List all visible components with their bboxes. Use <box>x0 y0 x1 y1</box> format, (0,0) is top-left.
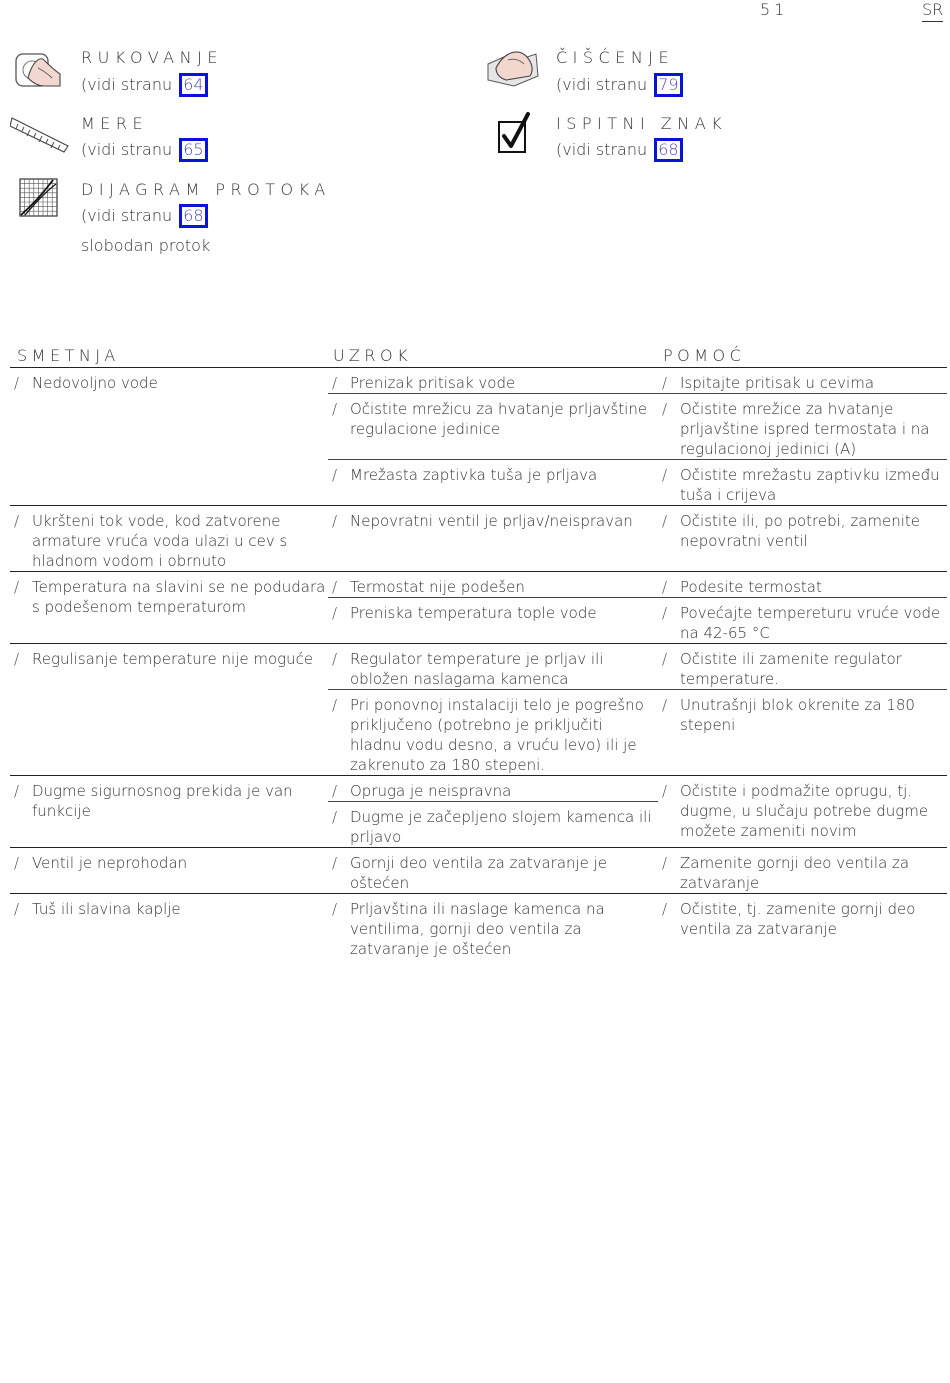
ref-prefix: (vidi stranu <box>81 75 173 94</box>
cause-text: Dugme je začepljeno slojem kamenca ili prljavo <box>350 808 652 846</box>
page-link[interactable]: 65 <box>179 138 207 162</box>
table-row: / Dugme sigurnosnog prekida je van funkcije / Opruga je neispravna / Dugme je začepljeno slojem kamenca ili prljavo / Očistite i podmažite oprugu, tj. dugme, u slučaju potrebe dugme možete zameniti novim <box>10 776 947 848</box>
help-text: Očistite mrežastu zaptivku između tuša i crijeva <box>680 466 940 504</box>
table-row: / Ukršteni tok vode, kod zatvorene armature vruća voda ulazi u cev s hladnom vodom i obrnuto / Nepovratni ventil je prljav/neispravan / Očistite ili, po potrebi, zamenite nepovratni ventil <box>10 506 947 572</box>
cause-text: Očistite mrežicu za hvatanje prljavštine regulacione jedinice <box>350 400 648 438</box>
help-text: Podesite termostat <box>680 578 822 596</box>
ref-title: ČIŠĆENJE <box>556 48 675 67</box>
page-link[interactable]: 79 <box>654 73 682 97</box>
ref-title: ISPITNI ZNAK <box>556 114 728 133</box>
cause-text: Gornji deo ventila za zatvaranje je oštećen <box>350 854 608 892</box>
ref-prefix: (vidi stranu <box>81 206 173 225</box>
table-row: / Regulisanje temperature nije moguće / Regulator temperature je prljav ili obložen naslagama kamenca / Očistite ili zamenite regulator temperature. / Pri ponovnoj instalaciji telo je pogrešno priključeno (potrebno je priključiti hladnu vodu desno, a vruću levo) ili je zakrenuto za 180 stepeni. / Unutrašnji blok okrenite za 180 stepeni <box>10 644 947 776</box>
problem-text: Dugme sigurnosnog prekida je van funkcije <box>32 782 293 820</box>
hand-operating-icon <box>14 48 64 94</box>
header-pomoc: POMOĆ <box>663 346 746 365</box>
header-uzrok: UZROK <box>333 346 413 365</box>
problem-text: Tuš ili slavina kaplje <box>32 900 181 918</box>
table-row: / Nedovoljno vode / Prenizak pritisak vode / Ispitajte pritisak u cevima / Očistite mrežicu za hvatanje prljavštine regulacione jedinice / Očistite mrežice za hvatanje prljavštine ispred termostata i na regulacionoj jedinici (A) / Mrežasta zaptivka tuša je prljava / Očistite mrežastu zaptivku između tuša i crijeva <box>10 368 947 506</box>
help-text: Očistite ili, po potrebi, zamenite nepovratni ventil <box>680 512 921 550</box>
ref-page-line <box>81 138 208 162</box>
cause-text: Mrežasta zaptivka tuša je prljava <box>350 466 598 484</box>
help-text: Očistite i podmažite oprugu, tj. dugme, u slučaju potrebe dugme možete zameniti novim <box>680 782 929 840</box>
table-row: / Tuš ili slavina kaplje / Prljavština ili naslage kamenca na ventilima, gornji deo ventila za zatvaranje je oštećen / Očistite, tj. zamenite gornji deo ventila za zatvaranje <box>14 900 916 958</box>
cause-text: Opruga je neispravna <box>350 782 512 800</box>
help-text: Očistite ili zamenite regulator temperature. <box>680 650 902 688</box>
ref-page-line <box>556 73 683 97</box>
problem-text: Ventil je neprohodan <box>32 854 188 872</box>
ref-title: RUKOVANJE <box>81 48 223 67</box>
help-text: Unutrašnji blok okrenite za 180 stepeni <box>680 696 915 734</box>
flow-note: slobodan protok <box>81 236 211 255</box>
problem-text: Regulisanje temperature nije moguće <box>32 650 314 668</box>
problem-text: Nedovoljno vode <box>32 374 158 392</box>
table-row: / Ventil je neprohodan / Gornji deo ventila za zatvaranje je oštećen / Zamenite gornji deo ventila za zatvaranje <box>10 848 947 894</box>
help-text: Povećajte tempereturu vruće vode na 42-65 °C <box>680 604 941 642</box>
ref-prefix: (vidi stranu <box>556 75 648 94</box>
cause-text: Prenizak pritisak vode <box>350 374 516 392</box>
page-number: 51 <box>760 0 789 19</box>
page-link[interactable]: 68 <box>654 138 682 162</box>
help-text: Očistite mrežice za hvatanje prljavštine ispred termostata i na regulacionoj jedinici (A) <box>680 400 930 458</box>
cause-text: Preniska temperatura tople vode <box>350 604 597 622</box>
checkmark-box-icon <box>496 112 532 158</box>
cause-text: Prljavština ili naslage kamenca na ventilima, gornji deo ventila za zatvaranje je oštećen <box>350 900 605 958</box>
ref-page-line <box>81 204 208 228</box>
troubleshooting-table <box>10 346 947 959</box>
ref-title: DIJAGRAM PROTOKA <box>81 180 331 199</box>
problem-text: Ukršteni tok vode, kod zatvorene armature vruća voda ulazi u cev s hladnom vodom i obrnuto <box>32 512 288 570</box>
cause-text: Pri ponovnoj instalaciji telo je pogrešno priključeno (potrebno je priključiti hladnu vodu desno, a vruću levo) ili je zakrenuto za 180 stepeni. <box>350 696 644 774</box>
ref-title: MERE <box>81 114 149 133</box>
problem-text: Temperatura na slavini se ne podudara s podešenom temperaturom <box>32 578 326 616</box>
ruler-icon <box>10 112 70 158</box>
table-header <box>10 346 947 368</box>
ref-page-line <box>556 138 683 162</box>
ref-prefix: (vidi stranu <box>81 140 173 159</box>
header-smetnja: SMETNJA <box>17 346 120 365</box>
ref-page-line <box>81 73 208 97</box>
cause-text: Regulator temperature je prljav ili obložen naslagama kamenca <box>350 650 604 688</box>
page-link[interactable]: 64 <box>179 73 207 97</box>
help-text: Ispitajte pritisak u cevima <box>680 374 875 392</box>
language-code: SR <box>922 0 943 22</box>
help-text: Očistite, tj. zamenite gornji deo ventila za zatvaranje <box>680 900 916 938</box>
table-row: / Temperatura na slavini se ne podudara s podešenom temperaturom / Termostat nije podešen / Podesite termostat / Preniska temperatura tople vode / Povećajte tempereturu vruće vode na 42-65 °C <box>10 572 947 644</box>
hand-cleaning-icon <box>484 46 544 94</box>
page-link[interactable]: 68 <box>179 204 207 228</box>
cause-text: Termostat nije podešen <box>350 578 525 596</box>
ref-prefix: (vidi stranu <box>556 140 648 159</box>
cause-text: Nepovratni ventil je prljav/neispravan <box>350 512 633 530</box>
flow-diagram-icon <box>19 178 59 222</box>
help-text: Zamenite gornji deo ventila za zatvaranje <box>680 854 910 892</box>
